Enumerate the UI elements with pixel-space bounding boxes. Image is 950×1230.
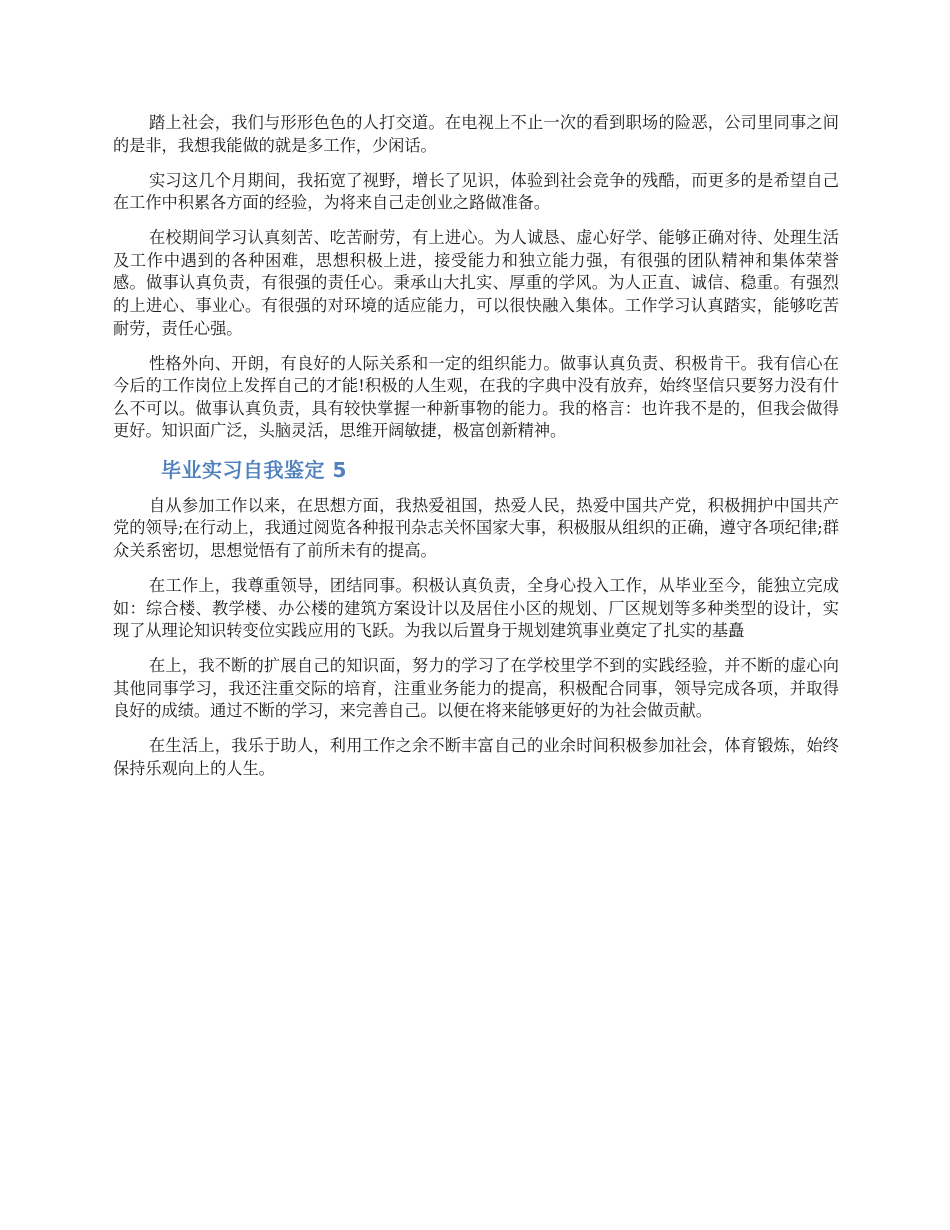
paragraph-internship: 实习这几个月期间，我拓宽了视野，增长了见识，体验到社会竞争的残酷，而更多的是希望自己在工作中积累各方面的经验，为将来自己走创业之路做准备。	[113, 170, 839, 213]
paragraph-work: 在工作上，我尊重领导，团结同事。积极认真负责，全身心投入工作，从毕业至今，能独立完成如：综合楼、教学楼、办公楼的建筑方案设计以及居住小区的规划、厂区规划等多种类型的设计，实现了从理论知识转变位实践应用的飞跃。为我以后置身于规划建筑事业奠定了扎实的基矗	[113, 576, 839, 641]
paragraph-school-period: 在校期间学习认真刻苦、吃苦耐劳，有上进心。为人诚恳、虚心好学、能够正确对待、处理生活及工作中遇到的各种困难，思想积极上进，接受能力和独立能力强，有很强的团队精神和集体荣誉感。做事认真负责，有很强的责任心。秉承山大扎实、厚重的学风。为人正直、诚信、稳重。有强烈的上进心、事业心。有很强的对环境的适应能力，可以很快融入集体。工作学习认真踏实，能够吃苦耐劳，责任心强。	[113, 228, 839, 338]
section-heading: 毕业实习自我鉴定 5	[161, 457, 347, 482]
paragraph-personality: 性格外向、开朗，有良好的人际关系和一定的组织能力。做事认真负责、积极肯干。我有信心在今后的工作岗位上发挥自己的才能!积极的人生观，在我的字典中没有放弃，始终坚信只要努力没有什么不可以。做事认真负责，具有较快掌握一种新事物的能力。我的格言：也许我不是的，但我会做得更好。知识面广泛，头脑灵活，思维开阔敏捷，极富创新精神。	[113, 353, 839, 441]
paragraph-life: 在生活上，我乐于助人，利用工作之余不断丰富自己的业余时间积极参加社会，体育锻炼，始终保持乐观向上的人生。	[113, 736, 839, 778]
paragraph-learning: 在上，我不断的扩展自己的知识面，努力的学习了在学校里学不到的实践经验，并不断的虚心向其他同事学习，我还注重交际的培育，注重业务能力的提高，积极配合同事，领导完成各项，并取得良好的成绩。通过不断的学习，来完善自己。以便在将来能够更好的为社会做贡献。	[113, 656, 839, 721]
document-page	[113, 112, 839, 793]
paragraph-workplace: 踏上社会，我们与形形色色的人打交道。在电视上不止一次的看到职场的险恶，公司里同事之间的是非，我想我能做的就是多工作，少闲话。	[113, 113, 839, 155]
paragraph-ideology: 自从参加工作以来，在思想方面，我热爱祖国，热爱人民，热爱中国共产党，积极拥护中国共产党的领导;在行动上，我通过阅览各种报刊杂志关怀国家大事，积极服从组织的正确，遵守各项纪律;群众关系密切，思想觉悟有了前所未有的提高。	[113, 495, 839, 561]
